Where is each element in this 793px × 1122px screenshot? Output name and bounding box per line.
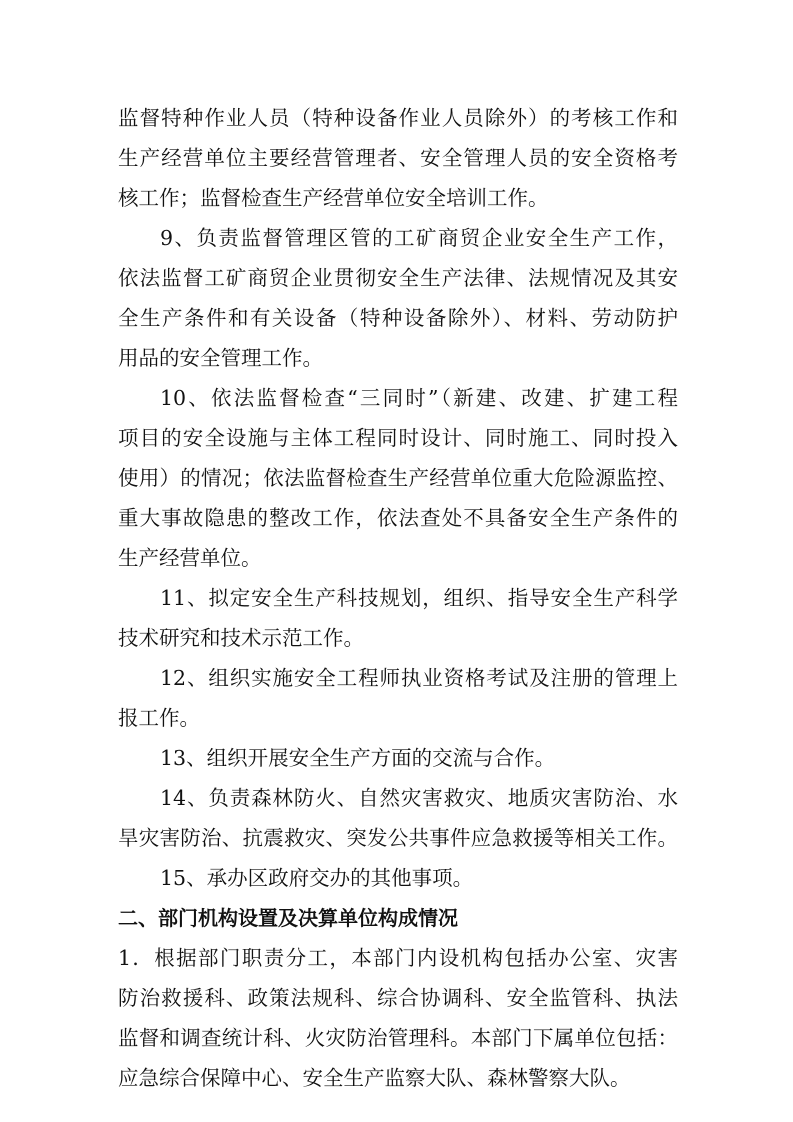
paragraph-line: 13、组织开展安全生产方面的交流与合作。 (160, 746, 556, 770)
paragraph-line: 防治救援科、政策法规科、综合协调科、安全监管科、执法 (118, 986, 678, 1010)
paragraph-line: 全生产条件和有关设备（特种设备除外）、材料、劳动防护 (118, 306, 678, 330)
paragraph-line: 技术研究和技术示范工作。 (118, 626, 364, 650)
paragraph-line: 生产经营单位主要经营管理者、安全管理人员的安全资格考 (118, 146, 678, 170)
paragraph-line: 报工作。 (118, 706, 200, 730)
paragraph-line: 1．根据部门职责分工，本部门内设机构包括办公室、灾害 (118, 946, 678, 970)
paragraph-line: 14、负责森林防火、自然灾害救灾、地质灾害防治、水 (160, 786, 678, 810)
paragraph-line: 12、组织实施安全工程师执业资格考试及注册的管理上 (160, 666, 678, 690)
paragraph-line: 核工作；监督检查生产经营单位安全培训工作。 (118, 186, 549, 210)
paragraph-line: 旱灾害防治、抗震救灾、突发公共事件应急救援等相关工作。 (118, 826, 678, 850)
paragraph-line: 9、负责监督管理区管的工矿商贸企业安全生产工作， (160, 226, 678, 250)
paragraph-line: 应急综合保障中心、安全生产监察大队、森林警察大队。 (118, 1066, 631, 1090)
paragraph-line: 用品的安全管理工作。 (118, 346, 323, 370)
paragraph-line: 15、承办区政府交办的其他事项。 (160, 866, 474, 890)
paragraph-line: 生产经营单位。 (118, 546, 262, 570)
paragraph-line: 重大事故隐患的整改工作，依法查处不具备安全生产条件的 (118, 506, 678, 530)
paragraph-line: 监督和调查统计科、火灾防治管理科。本部门下属单位包括： (118, 1026, 678, 1050)
paragraph-line: 11、拟定安全生产科技规划，组织、指导安全生产科学 (160, 586, 678, 610)
section-heading: 二、部门机构设置及决算单位构成情况 (118, 906, 458, 930)
paragraph-line: 依法监督工矿商贸企业贯彻安全生产法律、法规情况及其安 (118, 266, 678, 290)
paragraph-line: 10、依法监督检查“三同时”（新建、改建、扩建工程 (160, 386, 678, 410)
paragraph-line: 使用）的情况；依法监督检查生产经营单位重大危险源监控、 (118, 466, 678, 490)
paragraph-line: 监督特种作业人员（特种设备作业人员除外）的考核工作和 (118, 106, 678, 130)
paragraph-line: 项目的安全设施与主体工程同时设计、同时施工、同时投入 (118, 426, 678, 450)
